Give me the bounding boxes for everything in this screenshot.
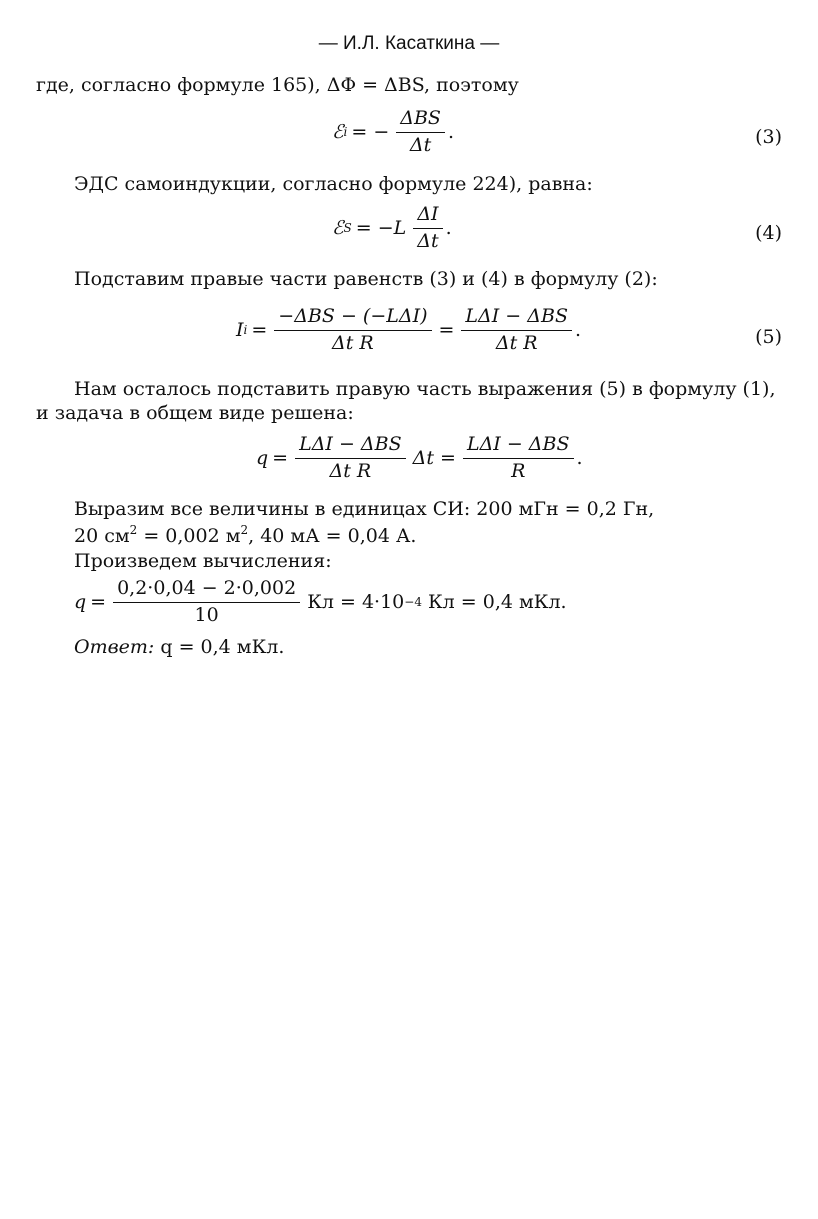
period: . — [574, 319, 582, 342]
answer — [74, 636, 284, 658]
paragraph-5-line-1: Выразим все величины в единицах СИ: 200 мГн = 0,2 Гн, — [74, 498, 655, 520]
exponent: −4 — [404, 595, 422, 610]
equation-6 — [256, 434, 583, 483]
current-symbol: I — [236, 319, 244, 342]
paragraph-3: Подставим правые части равенств (3) и (4) в формулу (2): — [74, 268, 658, 290]
paragraph-4-line-1: Нам осталось подставить правую часть выражения (5) в формулу (1), — [74, 378, 776, 400]
equation-number-4: (4) — [755, 222, 782, 244]
text: 20 см — [74, 525, 130, 547]
denominator: Δt — [409, 133, 432, 156]
denominator-2: Δt R — [495, 331, 538, 354]
page-header: — И.Л. Касаткина — — [318, 33, 500, 54]
equals: = — [251, 319, 268, 342]
fraction — [396, 108, 445, 157]
equation-7 — [74, 578, 567, 627]
superscript: 2 — [129, 523, 138, 537]
paragraph-1: где, согласно формуле 165), ΔΦ = ΔBS, поэтому — [36, 74, 519, 96]
emf-subscript: S — [343, 221, 352, 236]
equals: = — [438, 319, 455, 342]
equals-minus: = − — [351, 121, 390, 144]
unit-text-2: Кл = 0,4 мКл. — [427, 591, 567, 614]
numerator-1: LΔI − ΔBS — [295, 434, 406, 459]
text: = 0,002 м — [137, 525, 241, 547]
fraction-2 — [461, 306, 572, 355]
equation-3 — [332, 108, 454, 157]
equation-number-5: (5) — [755, 326, 782, 348]
fraction-1 — [274, 306, 431, 355]
equals-minus-L: = −L — [355, 217, 407, 240]
charge-symbol: q — [256, 447, 269, 470]
numerator: ΔBS — [396, 108, 445, 133]
denominator-1: Δt R — [329, 459, 372, 482]
denominator-2: R — [511, 459, 526, 482]
period: . — [576, 447, 583, 470]
delta-t-equals: Δt = — [412, 447, 456, 470]
paragraph-2: ЭДС самоиндукции, согласно формуле 224), равна: — [74, 173, 593, 195]
equation-4 — [332, 204, 452, 253]
numerator-2: LΔI − ΔBS — [463, 434, 574, 459]
paragraph-6: Произведем вычисления: — [74, 550, 332, 572]
equation-5 — [236, 306, 581, 355]
period: . — [447, 121, 454, 144]
denominator: 10 — [194, 603, 219, 626]
fraction-2 — [463, 434, 574, 483]
equals: = — [272, 447, 289, 470]
numerator-1: −ΔBS − (−LΔI) — [274, 306, 431, 331]
period: . — [445, 217, 452, 240]
emf-subscript: i — [343, 125, 348, 140]
numerator: 0,2·0,04 − 2·0,002 — [113, 578, 300, 603]
current-subscript: i — [243, 323, 248, 338]
unit-text-1: Кл = 4·10 — [307, 591, 405, 614]
emf-symbol: ℰ — [332, 217, 344, 240]
charge-symbol: q — [74, 591, 87, 614]
paragraph-4-line-2: и задача в общем виде решена: — [36, 402, 354, 424]
numerator: ΔI — [413, 204, 442, 229]
denominator-1: Δt R — [332, 331, 374, 354]
fraction-1 — [295, 434, 406, 483]
text: , 40 мА = 0,04 А. — [248, 525, 417, 547]
superscript: 2 — [240, 523, 249, 537]
paragraph-5-line-2 — [74, 523, 416, 547]
fraction — [113, 578, 300, 627]
numerator-2: LΔI − ΔBS — [461, 306, 572, 331]
denominator: Δt — [417, 229, 439, 252]
answer-value: q = 0,4 мКл. — [160, 636, 285, 658]
emf-symbol: ℰ — [332, 121, 344, 144]
equation-number-3: (3) — [755, 126, 782, 148]
equals: = — [90, 591, 107, 614]
answer-label: Ответ: — [74, 636, 155, 658]
fraction — [413, 204, 442, 253]
